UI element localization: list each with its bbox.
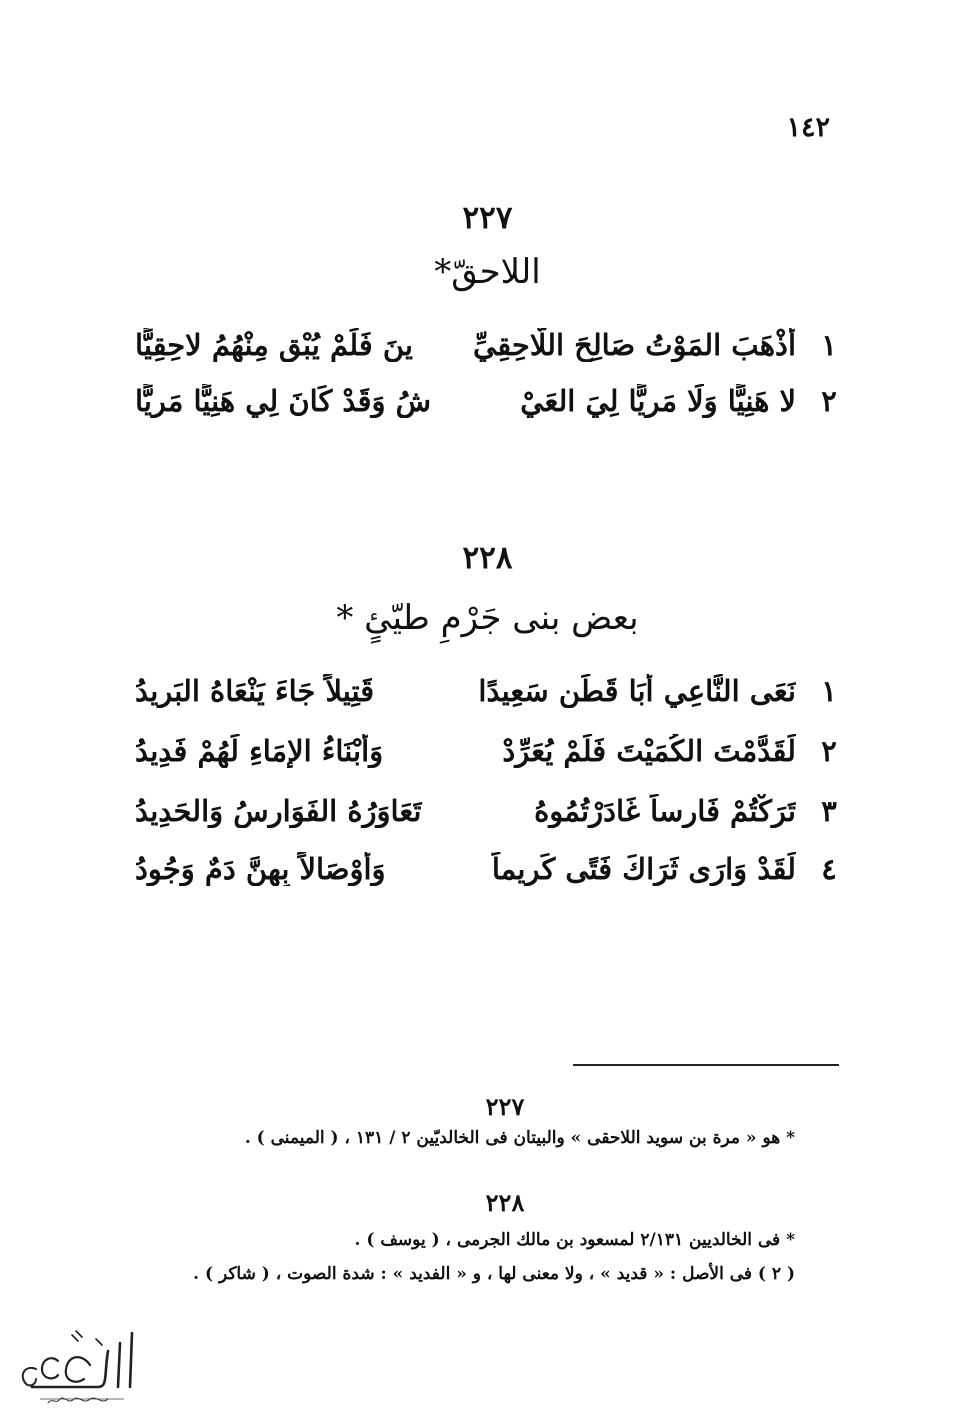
poem-title: اللاحقّ* [434,252,541,292]
verse-number: ١ [821,328,837,362]
poem-title: بعض بنى جَرْمِ طيّئٍ * [336,598,639,638]
footnote-poem-number: ٢٢٧ [485,1092,525,1121]
verse [135,728,840,774]
verse [135,378,840,424]
verse-first-hemistich: لا هَنِيًّا وَلَا مَرِيًّا لِيَ العَيْ [520,384,796,418]
verse-first-hemistich: أذْهَبَ المَوْتُ صَالِحَ اللّاحِقِيِّ [473,328,796,362]
verse-number: ٢ [821,384,837,418]
verse-number: ٣ [821,794,837,828]
verse [135,322,840,368]
verse-first-hemistich: لَقَدْ وَارَى ثَرَاكَ فَتًى كَرِيماً [491,852,796,886]
verse-second-hemistich: قَتِيلاً جَاءَ يَنْعَاهُ البَرِيدُ [134,674,375,708]
verse-first-hemistich: تَرَكْتُمْ فَارِساً غَادَرْتُمُوهُ [534,794,796,828]
verse-number: ٤ [821,852,837,886]
footnote-line: * هو « مرة بن سويد اللاحقى » والبيتان فى الخالديّين ٢ / ١٣١ ، ( الميمنى ) . [244,1128,795,1148]
verse-second-hemistich: شُ وَقَدْ كَانَ لِي هَنِيًّا مَرِيًّا [134,384,431,418]
verse-number: ١ [821,674,837,708]
footnote-poem-number: ٢٢٨ [485,1188,525,1217]
verse [135,668,840,714]
footnote-line: ( ٢ ) فى الأصل : « قديد » ، ولا معنى لها ، و « الفديد » : شدة الصوت ، ( شاكر ) . [193,1264,795,1284]
watermark-logo [12,1325,147,1410]
verse-number: ٢ [821,734,837,768]
verse-second-hemistich: وَأَبْنَاءُ الإِمَاءِ لَهُمْ فَدِيدُ [135,734,384,768]
verse-second-hemistich: ينَ فَلَمْ يُبْقِ مِنْهُمُ لاحِقِيًّا [135,328,413,362]
verse [135,788,840,834]
footnote-divider [573,1064,839,1066]
verse-first-hemistich: لَقَدَّمْتَ الكُمَيْتَ فَلَمْ يُعَرِّدْ [502,734,796,768]
verse [135,846,840,892]
footnote-line: * فى الخالديين ٢/١٣١ لمسعود بن مالك الجرمى ، ( يوسف ) . [354,1230,795,1250]
poem-number: ٢٢٧ [462,200,513,236]
verse-first-hemistich: نَعَى النَّاعِي أَبَا قَطَنٍ سَعِيدًا [478,674,796,708]
verse-second-hemistich: تَعَاوَرُهُ الفَوَارِسُ وَالحَدِيدُ [135,794,422,828]
verse-second-hemistich: وَأَوْصَالاً بِهِنَّ دَمٌ وَجُودُ [134,852,386,886]
poem-number: ٢٢٨ [462,540,513,576]
page-number: ١٤٢ [786,112,830,143]
